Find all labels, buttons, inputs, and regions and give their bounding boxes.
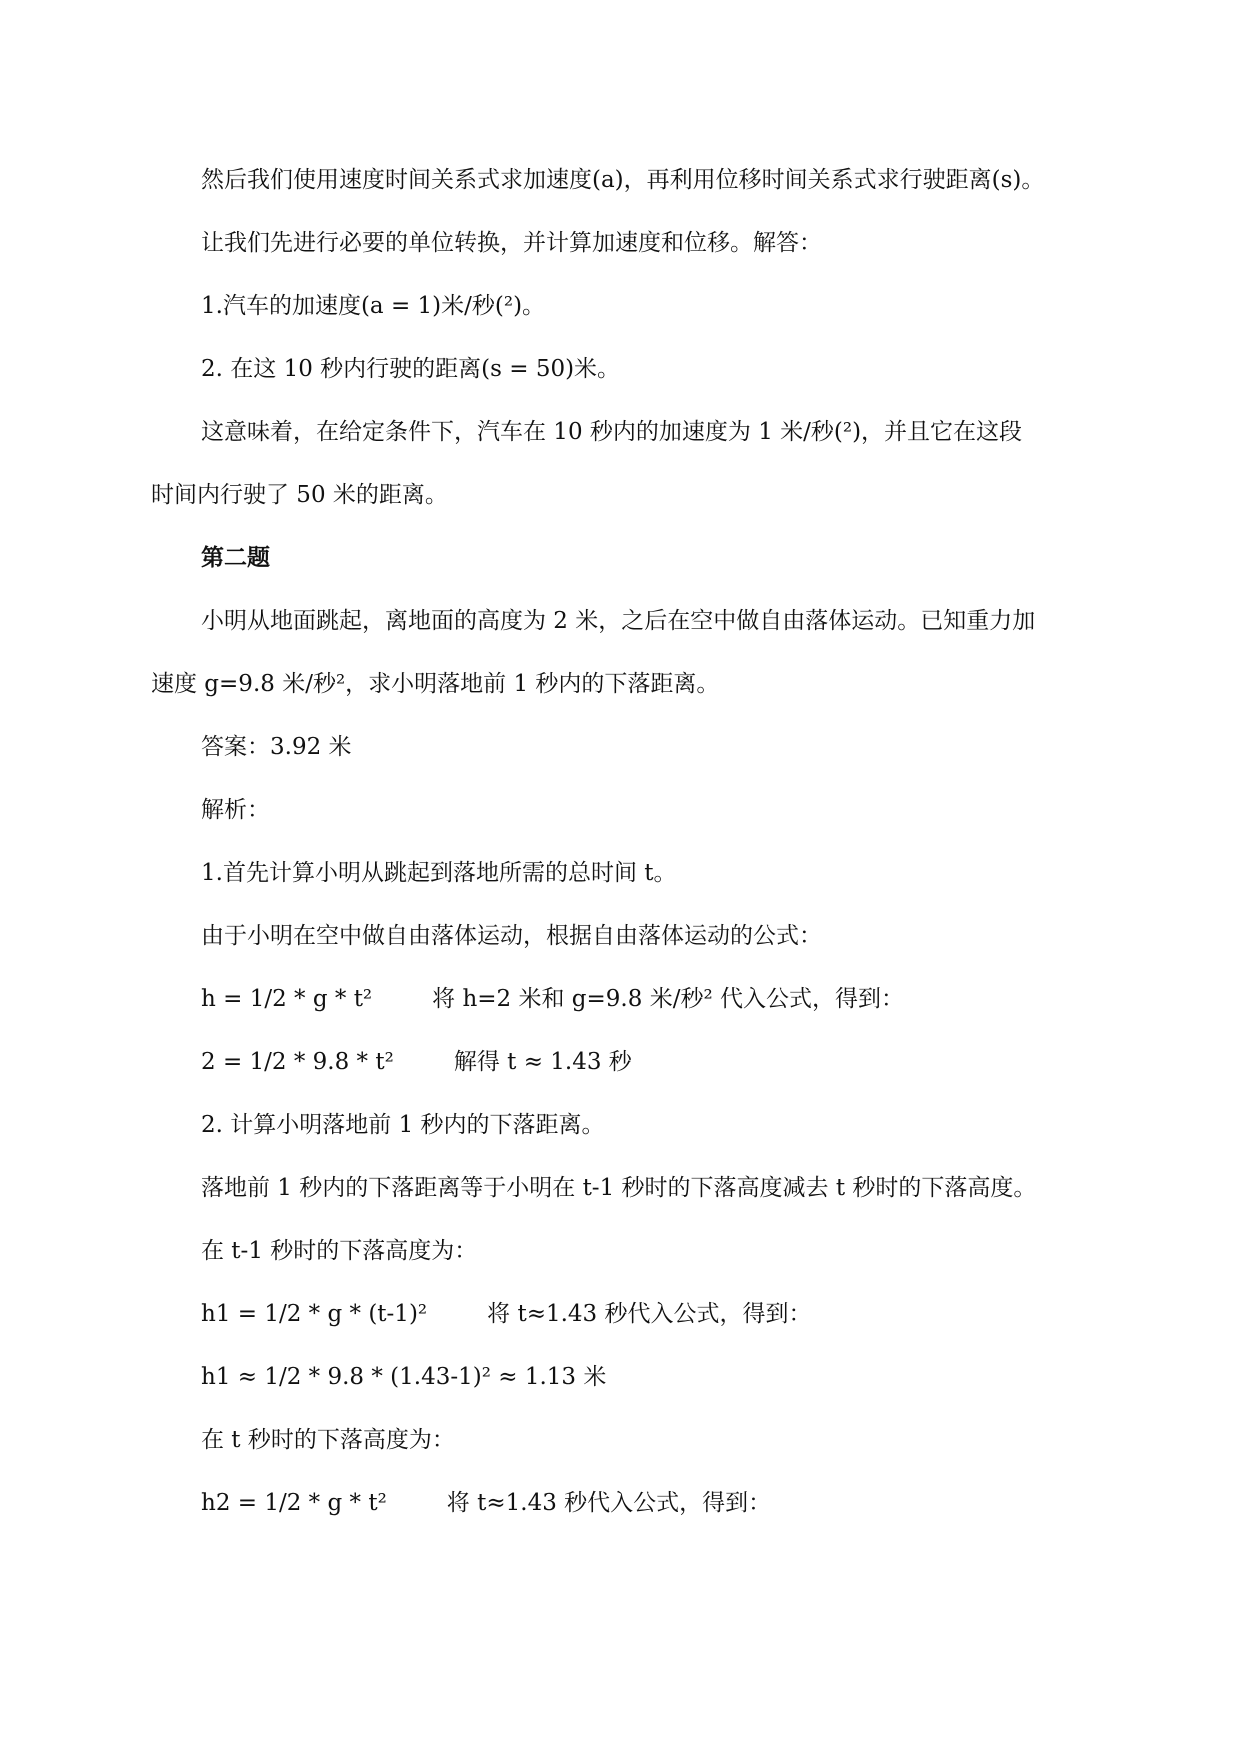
formula-line: h1 ≈ 1/2 * 9.8 * (1.43-1)² ≈ 1.13 米 (201, 1364, 607, 1390)
paragraph-line: 由于小明在空中做自由落体运动，根据自由落体运动的公式： (201, 923, 822, 949)
formula-note: 将 h=2 米和 g=9.8 米/秒² 代入公式，得到： (432, 986, 904, 1012)
paragraph-line: 让我们先进行必要的单位转换，并计算加速度和位移。解答： (201, 230, 822, 256)
answer-item: 2. 在这 10 秒内行驶的距离(s = 50)米。 (201, 356, 621, 382)
formula-line (201, 1487, 771, 1519)
formula-note: 解得 t ≈ 1.43 秒 (453, 1049, 632, 1075)
formula-line (201, 1298, 812, 1330)
formula-note: 将 t≈1.43 秒代入公式，得到： (487, 1301, 812, 1327)
paragraph-line: 这意味着，在给定条件下，汽车在 10 秒内的加速度为 1 米/秒(²)，并且它在这段 (201, 419, 1023, 445)
paragraph-line: 在 t-1 秒时的下落高度为： (201, 1238, 478, 1264)
paragraph-line: 在 t 秒时的下落高度为： (201, 1427, 455, 1453)
formula-line (201, 983, 904, 1015)
paragraph-line: 速度 g=9.8 米/秒²，求小明落地前 1 秒内的下落距离。 (151, 671, 720, 697)
formula: h = 1/2 * g * t² (201, 986, 373, 1012)
formula: h2 = 1/2 * g * t² (201, 1490, 387, 1516)
paragraph-line: 落地前 1 秒内的下落距离等于小明在 t-1 秒时的下落高度减去 t 秒时的下落高度。 (201, 1175, 1037, 1201)
analysis-label: 解析： (201, 797, 270, 823)
paragraph-line: 时间内行驶了 50 米的距离。 (151, 482, 448, 508)
formula-line (201, 1046, 632, 1078)
formula-note: 将 t≈1.43 秒代入公式，得到： (446, 1490, 772, 1516)
paragraph-line: 小明从地面跳起，离地面的高度为 2 米，之后在空中做自由落体运动。已知重力加 (201, 608, 1036, 634)
formula: 2 = 1/2 * 9.8 * t² (201, 1049, 394, 1075)
section-heading: 第二题 (201, 544, 270, 571)
paragraph-line: 然后我们使用速度时间关系式求加速度(a)，再利用位移时间关系式求行驶距离(s)。 (201, 167, 1045, 193)
paragraph-line: 1.首先计算小明从跳起到落地所需的总时间 t。 (201, 860, 677, 886)
formula: h1 = 1/2 * g * (t-1)² (201, 1301, 428, 1327)
answer-item: 1.汽车的加速度(a = 1)米/秒(²)。 (201, 293, 546, 319)
paragraph-line: 2. 计算小明落地前 1 秒内的下落距离。 (201, 1112, 605, 1138)
answer-line: 答案：3.92 米 (201, 734, 352, 760)
